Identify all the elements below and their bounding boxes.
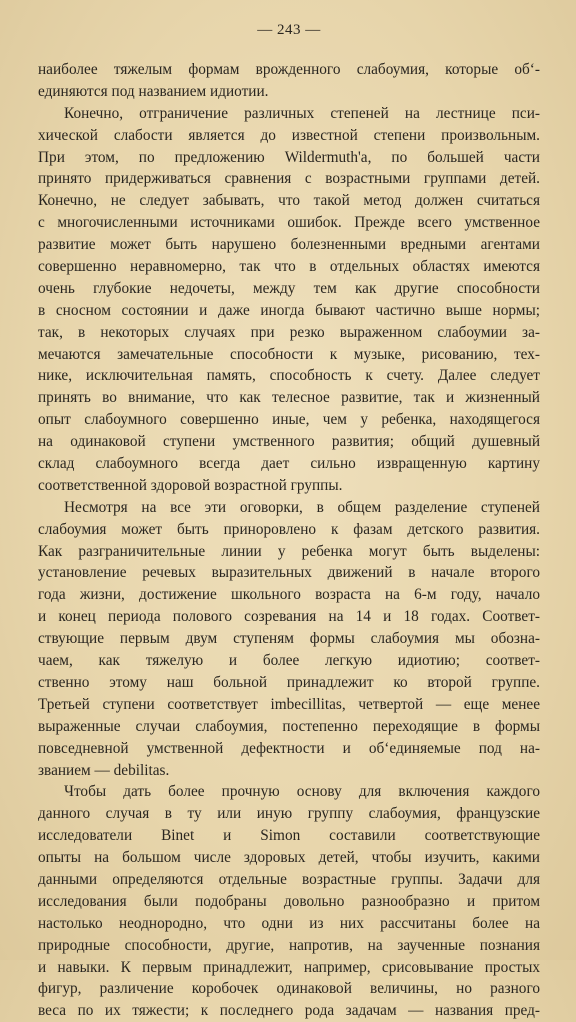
- text-line: очень глубокие недочеты, между тем как другие способности: [38, 279, 540, 297]
- text-line: При этом, по предложению Wildermuth'a, по большей части: [38, 148, 540, 166]
- text-line: принято придерживаться сравнения с возрастными группами детей.: [38, 170, 540, 188]
- text-line: званием — debilitas.: [38, 761, 170, 779]
- text-line: чаем, как тяжелую и более легкую идиотию; соответ-: [38, 652, 540, 670]
- text-line: повседневной умственной дефектности и об‘единяемые под на-: [38, 739, 540, 757]
- text-line: опыты на большом числе здоровых детей, чтобы изучить, какими: [38, 849, 540, 867]
- text-line: Чтобы дать более прочную основу для включения каждого: [64, 783, 540, 801]
- text-line: и конец периода полового созревания на 14 и 18 годах. Соответ-: [38, 608, 540, 626]
- text-line: слабоумия может быть приноровлено к фазам детского развития.: [38, 520, 540, 538]
- text-line: так, в некоторых случаях при резко выраженном слабоумии за-: [38, 323, 540, 341]
- text-line: наиболее тяжелым формам врожденного слабоумия, которые об‘-: [38, 61, 540, 78]
- text-line: Конечно, не следует забывать, что такой метод должен считаться: [38, 192, 540, 210]
- text-line: хической слабости является до известной степени произвольным.: [38, 126, 540, 144]
- text-line: Конечно, отграничение различных степеней на лестнице пси-: [64, 104, 540, 122]
- text-line: веса по их тяжести; к последнего рода задачам — названия пред-: [38, 1002, 540, 1020]
- text-line: и навыки. К первым принадлежит, например, срисовывание простых: [38, 958, 540, 976]
- text-line: на одинаковой ступени умственного развития; общий душевный: [38, 433, 540, 451]
- text-line: исследования были подобраны довольно разнообразно и притом: [38, 892, 540, 910]
- body-text: [38, 59, 540, 1022]
- text-line: ственно этому наш больной принадлежит ко второй группе.: [38, 673, 540, 691]
- text-line: выраженные случаи слабоумия, постепенно переходящие в формы: [38, 717, 540, 735]
- text-line: Третьей ступени соответствует imbecillitas, четвертой — еще менее: [38, 695, 540, 713]
- text-line: с многочисленными источниками ошибок. Прежде всего умственное: [38, 214, 540, 232]
- text-line: соответственной здоровой возрастной группы.: [38, 476, 343, 494]
- text-line: фигур, различение коробочек одинаковой величины, но разного: [38, 980, 540, 998]
- text-line: принять во внимание, что как телесное развитие, так и жизненный: [38, 389, 540, 407]
- text-line: Несмотря на все эти оговорки, в общем разделение ступеней: [64, 498, 540, 516]
- text-line: ствующие первым двум ступеням формы слабоумия мы обозна-: [38, 630, 540, 648]
- text-line: в сносном состоянии и даже иногда бывают частично выше нормы;: [38, 301, 540, 319]
- text-line: нике, исключительная память, способность к счету. Далее следует: [38, 367, 540, 385]
- text-line: природные способности, другие, напротив, на заученные познания: [38, 936, 540, 954]
- text-line: настолько неоднородно, что одни из них рассчитаны более на: [38, 914, 540, 932]
- text-line: развитие может быть нарушено болезненными вредными агентами: [38, 236, 540, 254]
- text-line: Как разграничительные линии у ребенка могут быть выделены:: [38, 542, 540, 560]
- page-number: — 243 —: [257, 22, 321, 38]
- text-line: единяются под названием идиотии.: [38, 82, 269, 100]
- text-line: опыт слабоумного совершенно иные, чем у ребенка, находящегося: [38, 411, 540, 429]
- text-line: данными определяются отдельные возрастные группы. Задачи для: [38, 870, 540, 888]
- text-line: совершенно неравномерно, так что в отдельных областях имеются: [38, 258, 540, 276]
- text-line: исследователи Binet и Simon составили соответствующие: [38, 827, 540, 845]
- text-line: года жизни, достижение школьного возраста на 6-м году, начало: [38, 586, 540, 604]
- text-line: данного случая в ту или иную группу слабоумия, французские: [38, 805, 540, 823]
- text-line: склад слабоумного всегда дает сильно извращенную картину: [38, 455, 540, 473]
- text-line: установление речевых выразительных движений в начале второго: [38, 564, 540, 582]
- text-line: мечаются замечательные способности к музыке, рисованию, тех-: [38, 345, 540, 363]
